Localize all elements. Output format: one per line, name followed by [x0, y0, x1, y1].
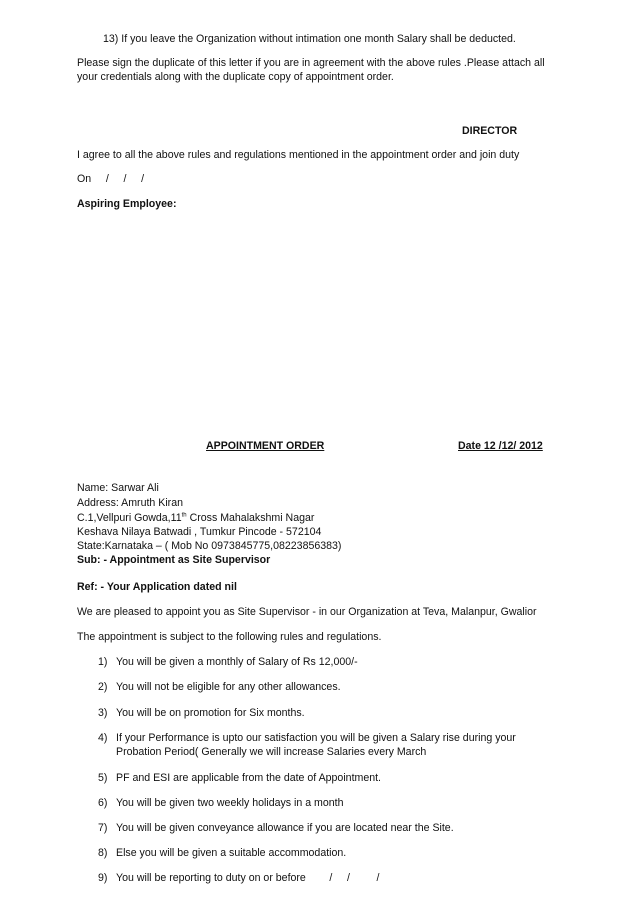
rule-text: If your Performance is upto our satisfaction you will be given a Salary rise during your Probation Period( Generally we will increase Salaries every March: [116, 732, 516, 759]
on-date-line: On / / /: [77, 173, 145, 185]
rule-text: Else you will be given a suitable accommodation.: [116, 847, 347, 859]
rule-item: [98, 655, 358, 669]
rule-item: [98, 821, 454, 835]
aspiring-employee-label: Aspiring Employee:: [77, 198, 177, 210]
appointment-order-title: APPOINTMENT ORDER: [206, 440, 325, 452]
address-line-2: [77, 511, 314, 525]
address-line-2-main: C.1,Vellpuri Gowda,11: [77, 512, 182, 524]
rule-number: 2): [98, 681, 108, 693]
rule-text: You will be on promotion for Six months.: [116, 707, 305, 719]
rule-13: 13) If you leave the Organization without intimation one month Salary shall be deducted.: [103, 33, 516, 45]
rule-number: 8): [98, 847, 108, 859]
address-line-4: State:Karnataka – ( Mob No 0973845775,08223856383): [77, 540, 342, 552]
rule-number: 3): [98, 707, 108, 719]
rule-item: [98, 871, 379, 885]
rule-item: [98, 680, 341, 694]
rule-item: [98, 846, 346, 860]
rule-item: [98, 796, 344, 810]
rule-number: 4): [98, 732, 108, 744]
rule-text: You will be given a monthly of Salary of Rs 12,000/-: [116, 656, 358, 668]
rule-number: 9): [98, 872, 108, 884]
rule-item: [98, 771, 381, 785]
subject-line: Sub: - Appointment as Site Supervisor: [77, 554, 271, 566]
address-line-2-sup: th: [181, 512, 187, 519]
rule-text: PF and ESI are applicable from the date of Appointment.: [116, 772, 382, 784]
rule-text: You will be given two weekly holidays in a month: [116, 797, 344, 809]
address-line-3: Keshava Nilaya Batwadi , Tumkur Pincode - 572104: [77, 526, 322, 538]
sign-note: Please sign the duplicate of this letter if you are in agreement with the above rules .Please attach all your credentials along with the duplicate copy of appointment order.: [77, 57, 545, 84]
rule-item: [98, 706, 305, 720]
rule-number: 7): [98, 822, 108, 834]
reference-line: Ref: - Your Application dated nil: [77, 581, 237, 593]
subject-to-line: The appointment is subject to the following rules and regulations.: [77, 631, 382, 643]
employee-name: Name: Sarwar Ali: [77, 482, 159, 494]
rule-text: You will not be eligible for any other allowances.: [116, 681, 341, 693]
address-line-1: Address: Amruth Kiran: [77, 497, 183, 509]
intro-paragraph: We are pleased to appoint you as Site Supervisor - in our Organization at Teva, Malanpur, Gwalior: [77, 606, 537, 618]
rule-text: You will be reporting to duty on or before / / /: [116, 872, 380, 884]
address-line-2-rest: Cross Mahalakshmi Nagar: [186, 512, 315, 524]
agree-statement: I agree to all the above rules and regulations mentioned in the appointment order and join duty: [77, 149, 520, 161]
rule-number: 6): [98, 797, 108, 809]
rule-number: 5): [98, 772, 108, 784]
rule-text: You will be given conveyance allowance if you are located near the Site.: [116, 822, 454, 834]
director-label: DIRECTOR: [462, 125, 518, 137]
order-date: Date 12 /12/ 2012: [458, 440, 543, 452]
rule-item: [98, 731, 536, 760]
rule-number: 1): [98, 656, 108, 668]
